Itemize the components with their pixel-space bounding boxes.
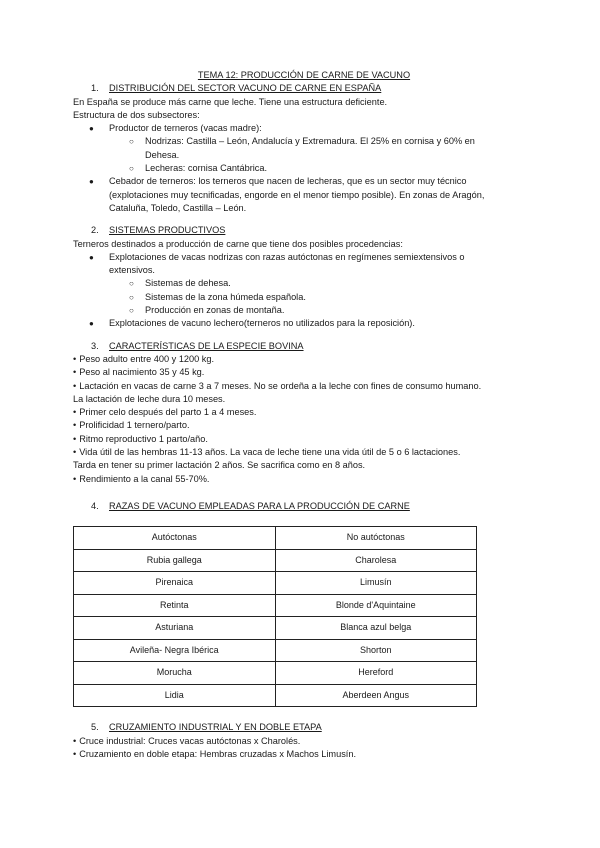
table-row bbox=[74, 549, 477, 572]
list-item: • Ritmo reproductivo 1 parto/año. bbox=[73, 433, 535, 446]
section-2-heading bbox=[73, 224, 535, 237]
section-number: 1. bbox=[91, 83, 99, 94]
section-number: 5. bbox=[91, 722, 99, 733]
table-header-row bbox=[74, 527, 477, 550]
list-item: ○ Sistemas de la zona húmeda española. bbox=[73, 291, 535, 304]
breeds-table bbox=[73, 526, 477, 707]
list-item-continuation: (explotaciones muy tecnificadas, engorde en el menor tiempo posible). En zonas de Aragón, bbox=[109, 189, 485, 200]
table-cell: Lidia bbox=[74, 684, 276, 707]
list-item: ● Explotaciones de vacuno lechero(terneros no utilizados para la reposición). bbox=[73, 317, 535, 330]
table-cell: Limusín bbox=[275, 572, 477, 595]
section-4-heading bbox=[73, 500, 535, 513]
table-cell: Avileña- Negra Ibérica bbox=[74, 639, 276, 662]
section-title: CRUZAMIENTO INDUSTRIAL Y EN DOBLE ETAPA bbox=[109, 722, 322, 733]
section-number: 3. bbox=[91, 340, 99, 351]
list-item: • Prolificidad 1 ternero/parto. bbox=[73, 419, 535, 432]
list-item-continuation: La lactación de leche dura 10 meses. bbox=[73, 393, 226, 404]
list-item-continuation: Cataluña, Toledo, Castilla – León. bbox=[109, 202, 247, 213]
section-5-heading bbox=[73, 721, 535, 734]
table-cell: Charolesa bbox=[275, 549, 477, 572]
table-cell: Aberdeen Angus bbox=[275, 684, 477, 707]
table-row bbox=[74, 684, 477, 707]
list-item-continuation: Tarda en tener su primer lactación 2 años. Se sacrifica como en 8 años. bbox=[73, 460, 366, 471]
table-cell: Blanca azul belga bbox=[275, 617, 477, 640]
table-row bbox=[74, 594, 477, 617]
list-item: ○ Sistemas de dehesa. bbox=[73, 277, 535, 290]
list-item: • Peso adulto entre 400 y 1200 kg. bbox=[73, 353, 535, 366]
list-item: ○ Lecheras: cornisa Cantábrica. bbox=[73, 162, 535, 175]
table-row bbox=[74, 617, 477, 640]
list-item: ○ Producción en zonas de montaña. bbox=[73, 304, 535, 317]
section-1-heading bbox=[73, 82, 535, 95]
paragraph: Estructura de dos subsectores: bbox=[73, 109, 200, 120]
table-cell: Asturiana bbox=[74, 617, 276, 640]
table-cell: Retinta bbox=[74, 594, 276, 617]
list-item: ● Explotaciones de vacas nodrizas con razas autóctonas en regímenes semiextensivos o bbox=[73, 251, 535, 264]
table-cell: Morucha bbox=[74, 662, 276, 685]
list-item: • Peso al nacimiento 35 y 45 kg. bbox=[73, 366, 535, 379]
document-title: TEMA 12: PRODUCCIÓN DE CARNE DE VACUNO bbox=[197, 70, 411, 80]
bullet-list bbox=[73, 251, 535, 331]
paragraph: En España se produce más carne que leche. Tiene una estructura deficiente. bbox=[73, 96, 388, 107]
section-number: 2. bbox=[91, 225, 99, 236]
document-page bbox=[73, 69, 535, 761]
column-header-no-autoctonas: No autóctonas bbox=[275, 527, 477, 550]
list-item: • Vida útil de las hembras 11-13 años. La vaca de leche tiene una vida útil de 5 o 6 lactaciones. bbox=[73, 446, 535, 459]
list-item: ○ Nodrizas: Castilla – León, Andalucía y Extremadura. El 25% en cornisa y 60% en bbox=[73, 135, 535, 148]
section-title: CARACTERÍSTICAS DE LA ESPECIE BOVINA bbox=[109, 340, 304, 351]
list-item-continuation: Dehesa. bbox=[145, 149, 180, 160]
table-cell: Pirenaica bbox=[74, 572, 276, 595]
table-row bbox=[74, 572, 477, 595]
list-item: ● Cebador de terneros: los terneros que nacen de lecheras, que es un sector muy técnico bbox=[73, 175, 535, 188]
section-3-heading bbox=[73, 340, 535, 353]
section-number: 4. bbox=[91, 500, 99, 511]
table-cell: Rubia gallega bbox=[74, 549, 276, 572]
list-item: ● Productor de terneros (vacas madre): bbox=[73, 122, 535, 135]
section-title: RAZAS DE VACUNO EMPLEADAS PARA LA PRODUCCIÓN DE CARNE bbox=[109, 500, 410, 511]
list-item: • Cruzamiento en doble etapa: Hembras cruzadas x Machos Limusín. bbox=[73, 748, 535, 761]
list-item-continuation: extensivos. bbox=[109, 265, 155, 276]
table-cell: Blonde d'Aquintaine bbox=[275, 594, 477, 617]
paragraph: Terneros destinados a producción de carne que tiene dos posibles procedencias: bbox=[73, 238, 403, 249]
list-item: • Lactación en vacas de carne 3 a 7 meses. No se ordeña a la leche con fines de consumo humano. bbox=[73, 380, 535, 393]
list-item: • Primer celo después del parto 1 a 4 meses. bbox=[73, 406, 535, 419]
list-item: • Cruce industrial: Cruces vacas autóctonas x Charolés. bbox=[73, 735, 535, 748]
bullet-list bbox=[73, 122, 535, 215]
column-header-autoctonas: Autóctonas bbox=[74, 527, 276, 550]
section-title: DISTRIBUCIÓN DEL SECTOR VACUNO DE CARNE EN ESPAÑA bbox=[109, 83, 382, 94]
table-row bbox=[74, 639, 477, 662]
table-cell: Hereford bbox=[275, 662, 477, 685]
list-item: • Rendimiento a la canal 55-70%. bbox=[73, 473, 535, 486]
section-title: SISTEMAS PRODUCTIVOS bbox=[109, 225, 226, 236]
table-cell: Shorton bbox=[275, 639, 477, 662]
table-row bbox=[74, 662, 477, 685]
